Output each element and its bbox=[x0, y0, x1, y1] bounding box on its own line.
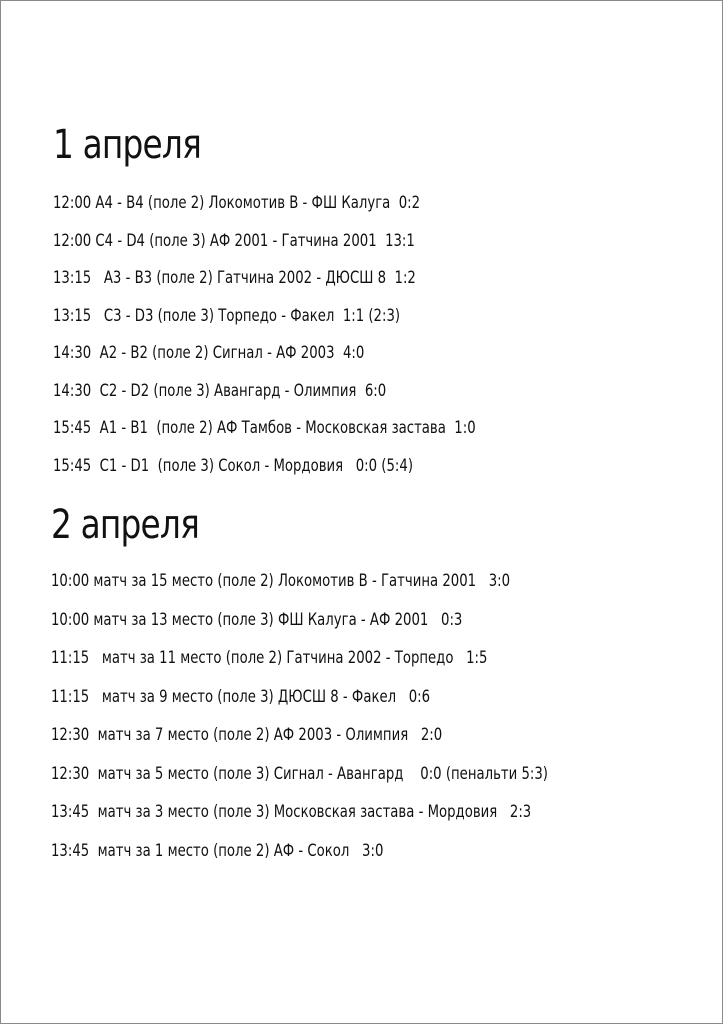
match-row: 10:00 матч за 15 место (поле 2) Локомотив В - Гатчина 2001 3:0 bbox=[51, 571, 511, 591]
match-row: 11:15 матч за 9 место (поле 3) ДЮСШ 8 - Факел 0:6 bbox=[51, 686, 431, 707]
match-list bbox=[51, 562, 723, 870]
day-section-april-1 bbox=[53, 113, 723, 485]
match-row: 15:45 A1 - B1 (поле 2) АФ Тамбов - Московская застава 1:0 bbox=[53, 418, 476, 438]
day-section-april-2 bbox=[51, 493, 723, 870]
match-row: 12:30 матч за 7 место (поле 2) АФ 2003 - Олимпия 2:0 bbox=[51, 725, 443, 745]
match-row: 13:45 матч за 1 место (поле 2) АФ - Сокол 3:0 bbox=[51, 840, 384, 861]
match-row: 13:45 матч за 3 место (поле 3) Московская застава - Мордовия 2:3 bbox=[51, 802, 532, 822]
day-heading: 2 апреля bbox=[51, 502, 199, 548]
match-row: 14:30 A2 - B2 (поле 2) Сигнал - АФ 2003 4:0 bbox=[53, 343, 365, 363]
match-row: 10:00 матч за 13 место (поле 3) ФШ Калуга - АФ 2001 0:3 bbox=[51, 609, 463, 630]
match-row: 13:15 C3 - D3 (поле 3) Торпедо - Факел 1:1 (2:3) bbox=[53, 305, 401, 326]
day-heading: 1 апреля bbox=[53, 122, 201, 168]
match-row: 14:30 C2 - D2 (поле 3) Авангард - Олимпия 6:0 bbox=[53, 380, 387, 401]
match-row: 15:45 C1 - D1 (поле 3) Сокол - Мордовия 0:0 (5:4) bbox=[53, 455, 413, 476]
match-row: 12:00 C4 - D4 (поле 3) АФ 2001 - Гатчина 2001 13:1 bbox=[53, 230, 415, 251]
match-list bbox=[53, 185, 723, 485]
match-row: 11:15 матч за 11 место (поле 2) Гатчина 2002 - Торпедо 1:5 bbox=[51, 648, 488, 668]
match-row: 12:00 A4 - B4 (поле 2) Локомотив В - ФШ Калуга 0:2 bbox=[53, 193, 421, 213]
match-row: 13:15 A3 - B3 (поле 2) Гатчина 2002 - ДЮСШ 8 1:2 bbox=[53, 268, 416, 288]
match-row: 12:30 матч за 5 место (поле 3) Сигнал - Авангард 0:0 (пенальти 5:3) bbox=[51, 763, 548, 784]
